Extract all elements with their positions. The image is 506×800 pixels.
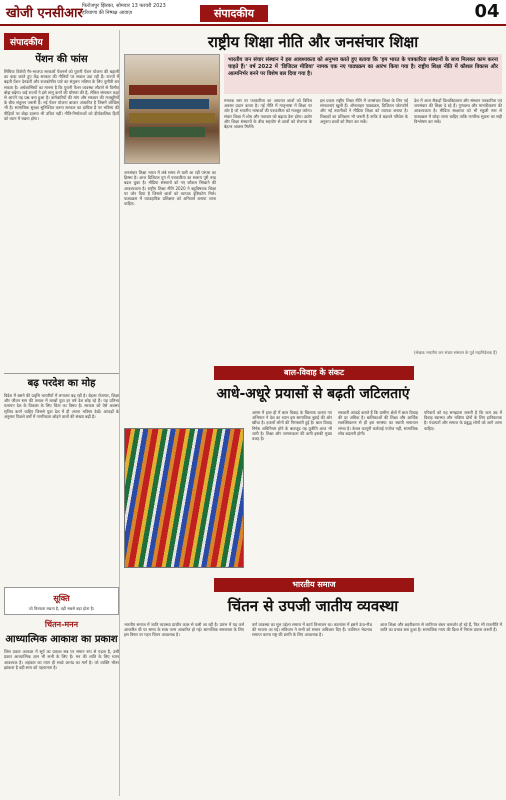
lead-headline: राष्ट्रीय शिक्षा नीति और जनसंचार शिक्षा [207,33,419,51]
quote-label: सूक्ति [53,594,70,603]
article-body-abroad: विदेश में बसने की प्रवृत्ति भारतीयों में लगातार बढ़ रही है। बेहतर रोजगार, शिक्षा और जीवन स्तर की तलाश में लाखों युवा हर वर्ष देश छोड़ रहे हैं। यह प्रतिभा पलायन देश के विकास के लिए चिंता का विषय है। सरकार को ऐसे अवसर सृजित करने चाहिए जिससे युवा देश में ही अपना भविष्य देखें। आंकड़ों के अनुसार पिछले वर्षों में नागरिकता छोड़ने वालों की संख्या बढ़ी है। [4,393,119,419]
book-spine [129,127,205,137]
left-column [4,30,120,796]
book-spine [129,85,217,95]
section-label-caste: भारतीय समाज [214,578,414,592]
lead-column-3: इस प्रकार राष्ट्रीय शिक्षा नीति में जनसंचार शिक्षा के लिए नई संभावनाएं खुली हैं। ऑनलाइन पाठ्यक्रम, डिजिटल प्लेटफॉर्म और नई तकनीकों ने मीडिया शिक्षा को व्यापक बनाया है। शिक्षकों का प्रशिक्षण भी जरूरी है ताकि वे बदलते परिवेश के अनुरूप छात्रों को तैयार कर सकें। [320,98,408,124]
lead-byline: (लेखक भारतीय जन संचार संस्थान के पूर्व महानिदेशक हैं) [414,350,497,355]
date-text: फिरोजपुर झिरका, सोमवार 13 फरवरी 2023 [82,3,166,9]
tagline: हरियाणा की निष्पक्ष आवाज़ [82,10,133,16]
book-spine [129,99,209,109]
headline-child-marriage: आधे-अधूरे प्रयासों से बढ़ती जटिलताएं [216,386,410,402]
caste-column-1: भारतीय समाज में जाति व्यवस्था प्राचीन काल से चली आ रही है। प्रारंभ में यह कर्म आधारित थी पर समय के साथ जन्म आधारित हो गई। सामाजिक समरसता के लिए इस विषय पर गहन चिंतन आवश्यक है। [124,622,244,638]
book-spine [129,113,215,123]
page-number: 04 [472,0,502,24]
headline-caste: चिंतन से उपजी जातीय व्यवस्था [227,597,399,615]
quote-text: जो विनम्रता रखता है, वही सबसे बड़ा होता है। [28,606,95,611]
child-marriage-column-3: परिवारों को यह समझाना जरूरी है कि कम उम्र में विवाह स्वास्थ्य और भविष्य दोनों के लिए हानिकारक है। पंचायतों और समाज के प्रबुद्ध लोगों को आगे आना चाहिए। [424,410,502,431]
lead-column-1: जनसंचार शिक्षा भारत में लंबे समय से चली आ रही परंपरा का हिस्सा है। आज डिजिटल युग में पत्रकारिता का स्वरूप पूरी तरह बदल चुका है। मीडिया संस्थानों को नए कौशल सिखाने की आवश्यकता है। राष्ट्रीय शिक्षा नीति 2020 ने बहुविषयक शिक्षा पर जोर दिया है जिससे छात्रों को व्यापक दृष्टिकोण मिले। पाठ्यक्रम में व्यावहारिक प्रशिक्षण को अनिवार्य बनाया जाना चाहिए। [124,170,216,207]
books-photo [124,54,220,164]
kicker-chintan: चिंतन-मनन [44,620,79,630]
lead-intro [224,54,502,94]
brand-logo: खोजी एनसीआर [6,6,83,21]
child-marriage-column-2: सरकारी आंकड़े बताते हैं कि ग्रामीण क्षेत्रों में बाल विवाह की दर अधिक है। बालिकाओं की शिक्षा और आर्थिक सशक्तिकरण से ही इस समस्या का स्थायी समाधान संभव है। केवल कानूनी कार्रवाई पर्याप्त नहीं, सामाजिक सोच बदलनी होगी। [338,410,418,436]
article-headline-spiritual: आध्यात्मिक आकाश का प्रकाश [5,634,118,646]
main-area [124,30,502,796]
masthead [0,0,506,26]
lead-intro-text: भारतीय जन संचार संस्थान ने इस आवश्यकता को अनुभव करते हुए बताया कि 'हम भारत के पत्रकारिता संस्थानों के साथ मिलकर काम करना चाहते हैं।' वर्ष 2022 में 'डिजिटल मीडिया' नामक एक नए पाठ्यक्रम का आरंभ किया गया है। राष्ट्रीय शिक्षा नीति में कौशल विकास और आत्मनिर्भर बनने पर विशेष बल दिया गया है। [228,57,498,77]
child-marriage-column-1: असम में हाल ही में बाल विवाह के खिलाफ चलाए गए अभियान ने देश का ध्यान इस सामाजिक बुराई की ओर खींचा है। हजारों लोगों की गिरफ्तारी हुई है। बाल विवाह निषेध अधिनियम होने के बावजूद यह कुरीति आज भी जारी है। शिक्षा और जागरूकता की कमी इसकी मुख्य वजह है। [252,410,332,442]
editorial-badge: संपादकीय [4,33,49,50]
caste-column-2: वर्ण व्यवस्था का मूल उद्देश्य समाज में कार्य विभाजन था। कालांतर में इसमें ऊंच-नीच की भावना आ गई। संविधान ने सभी को समान अधिकार दिए हैं। जातिगत भेदभाव समाप्त करना राष्ट्र की प्रगति के लिए आवश्यक है। [252,622,372,638]
divider [4,373,119,374]
article-headline-pension: पेंशन की फांस [35,54,88,65]
section-title: संपादकीय [200,5,268,22]
dateline [82,3,202,17]
article-body-spiritual: जिस प्रकार आकाश में सूर्य का प्रकाश सब पर समान रूप से पड़ता है, उसी प्रकार आध्यात्मिक ज्ञान भी सभी के लिए है। मन की शांति के लिए ध्यान आवश्यक है। अहंकार का त्याग ही सच्चे आनंद का मार्ग है। जो व्यक्ति भीतर झांकता है वही सत्य को पहचानता है। [4,649,119,670]
lead-column-2: स्नातक स्तर पर पत्रकारिता का अध्ययन छात्रों को विविध अवसर प्रदान करता है। नई नीति में मातृभाषा में शिक्षा पर जोर है जो भारतीय भाषाओं की पत्रकारिता को मजबूत करेगा। संचार शिक्षा में शोध और नवाचार को बढ़ावा देना होगा। उद्योग और शिक्षा संस्थानों के बीच सहयोग से छात्रों को रोजगार के बेहतर अवसर मिलेंगे। [224,98,312,130]
quote-box [4,587,119,615]
bangles-photo [124,428,244,568]
section-label-child-marriage: बाल-विवाह के संकट [214,366,414,380]
caste-column-3: आज शिक्षा और शहरीकरण से जातिगत बंधन कमजोर हो रहे हैं, फिर भी राजनीति में जाति का प्रभाव बना हुआ है। सामाजिक न्याय की दिशा में निरंतर प्रयास जरूरी हैं। [380,622,502,633]
lead-column-4: देश में आज सैकड़ों विश्वविद्यालय और संस्थान पत्रकारिता एवं जनसंचार की शिक्षा दे रहे हैं। गुणवत्ता और मानकीकरण की आवश्यकता है। मीडिया साक्षरता को भी स्कूली स्तर से पाठ्यक्रम में जोड़ा जाना चाहिए ताकि नागरिक सूचना का सही विश्लेषण कर सकें। [414,98,502,124]
article-body-pension: सिंधिया विरोधी गैर-भाजपा सरकारों पेंशनर्स को पुरानी पेंशन योजना की बहाली का वादा करते हुए केंद्र सरकार की नीतियों पर सवाल उठा रही हैं। राज्यों में बढ़ती पेंशन देनदारी और राजकोषीय घाटे का संतुलन भविष्य के लिए चुनौती बन सकता है। अर्थशास्त्रियों का मानना है कि पुरानी पेंशन व्यवस्था लौटाने से वित्तीय बोझ बढ़ेगा। कई राज्यों ने इसे लागू करने की घोषणा की है, लेकिन संसाधन कहां से आएंगे यह प्रश्न बना हुआ है। कर्मचारियों की मांग और सरकार की मजबूरियों के बीच संतुलन जरूरी है। नई पेंशन योजना बाजार आधारित है जिसमें जोखिम भी है। सामाजिक सुरक्षा सुनिश्चित करना सरकार का दायित्व है पर भविष्य की पीढ़ियों पर बोझ डालना भी उचित नहीं। नीति-निर्माताओं को दीर्घकालिक हितों को ध्यान में रखना होगा। [4,69,119,121]
article-headline-abroad: बढ़ परदेश का मोह [27,378,96,389]
